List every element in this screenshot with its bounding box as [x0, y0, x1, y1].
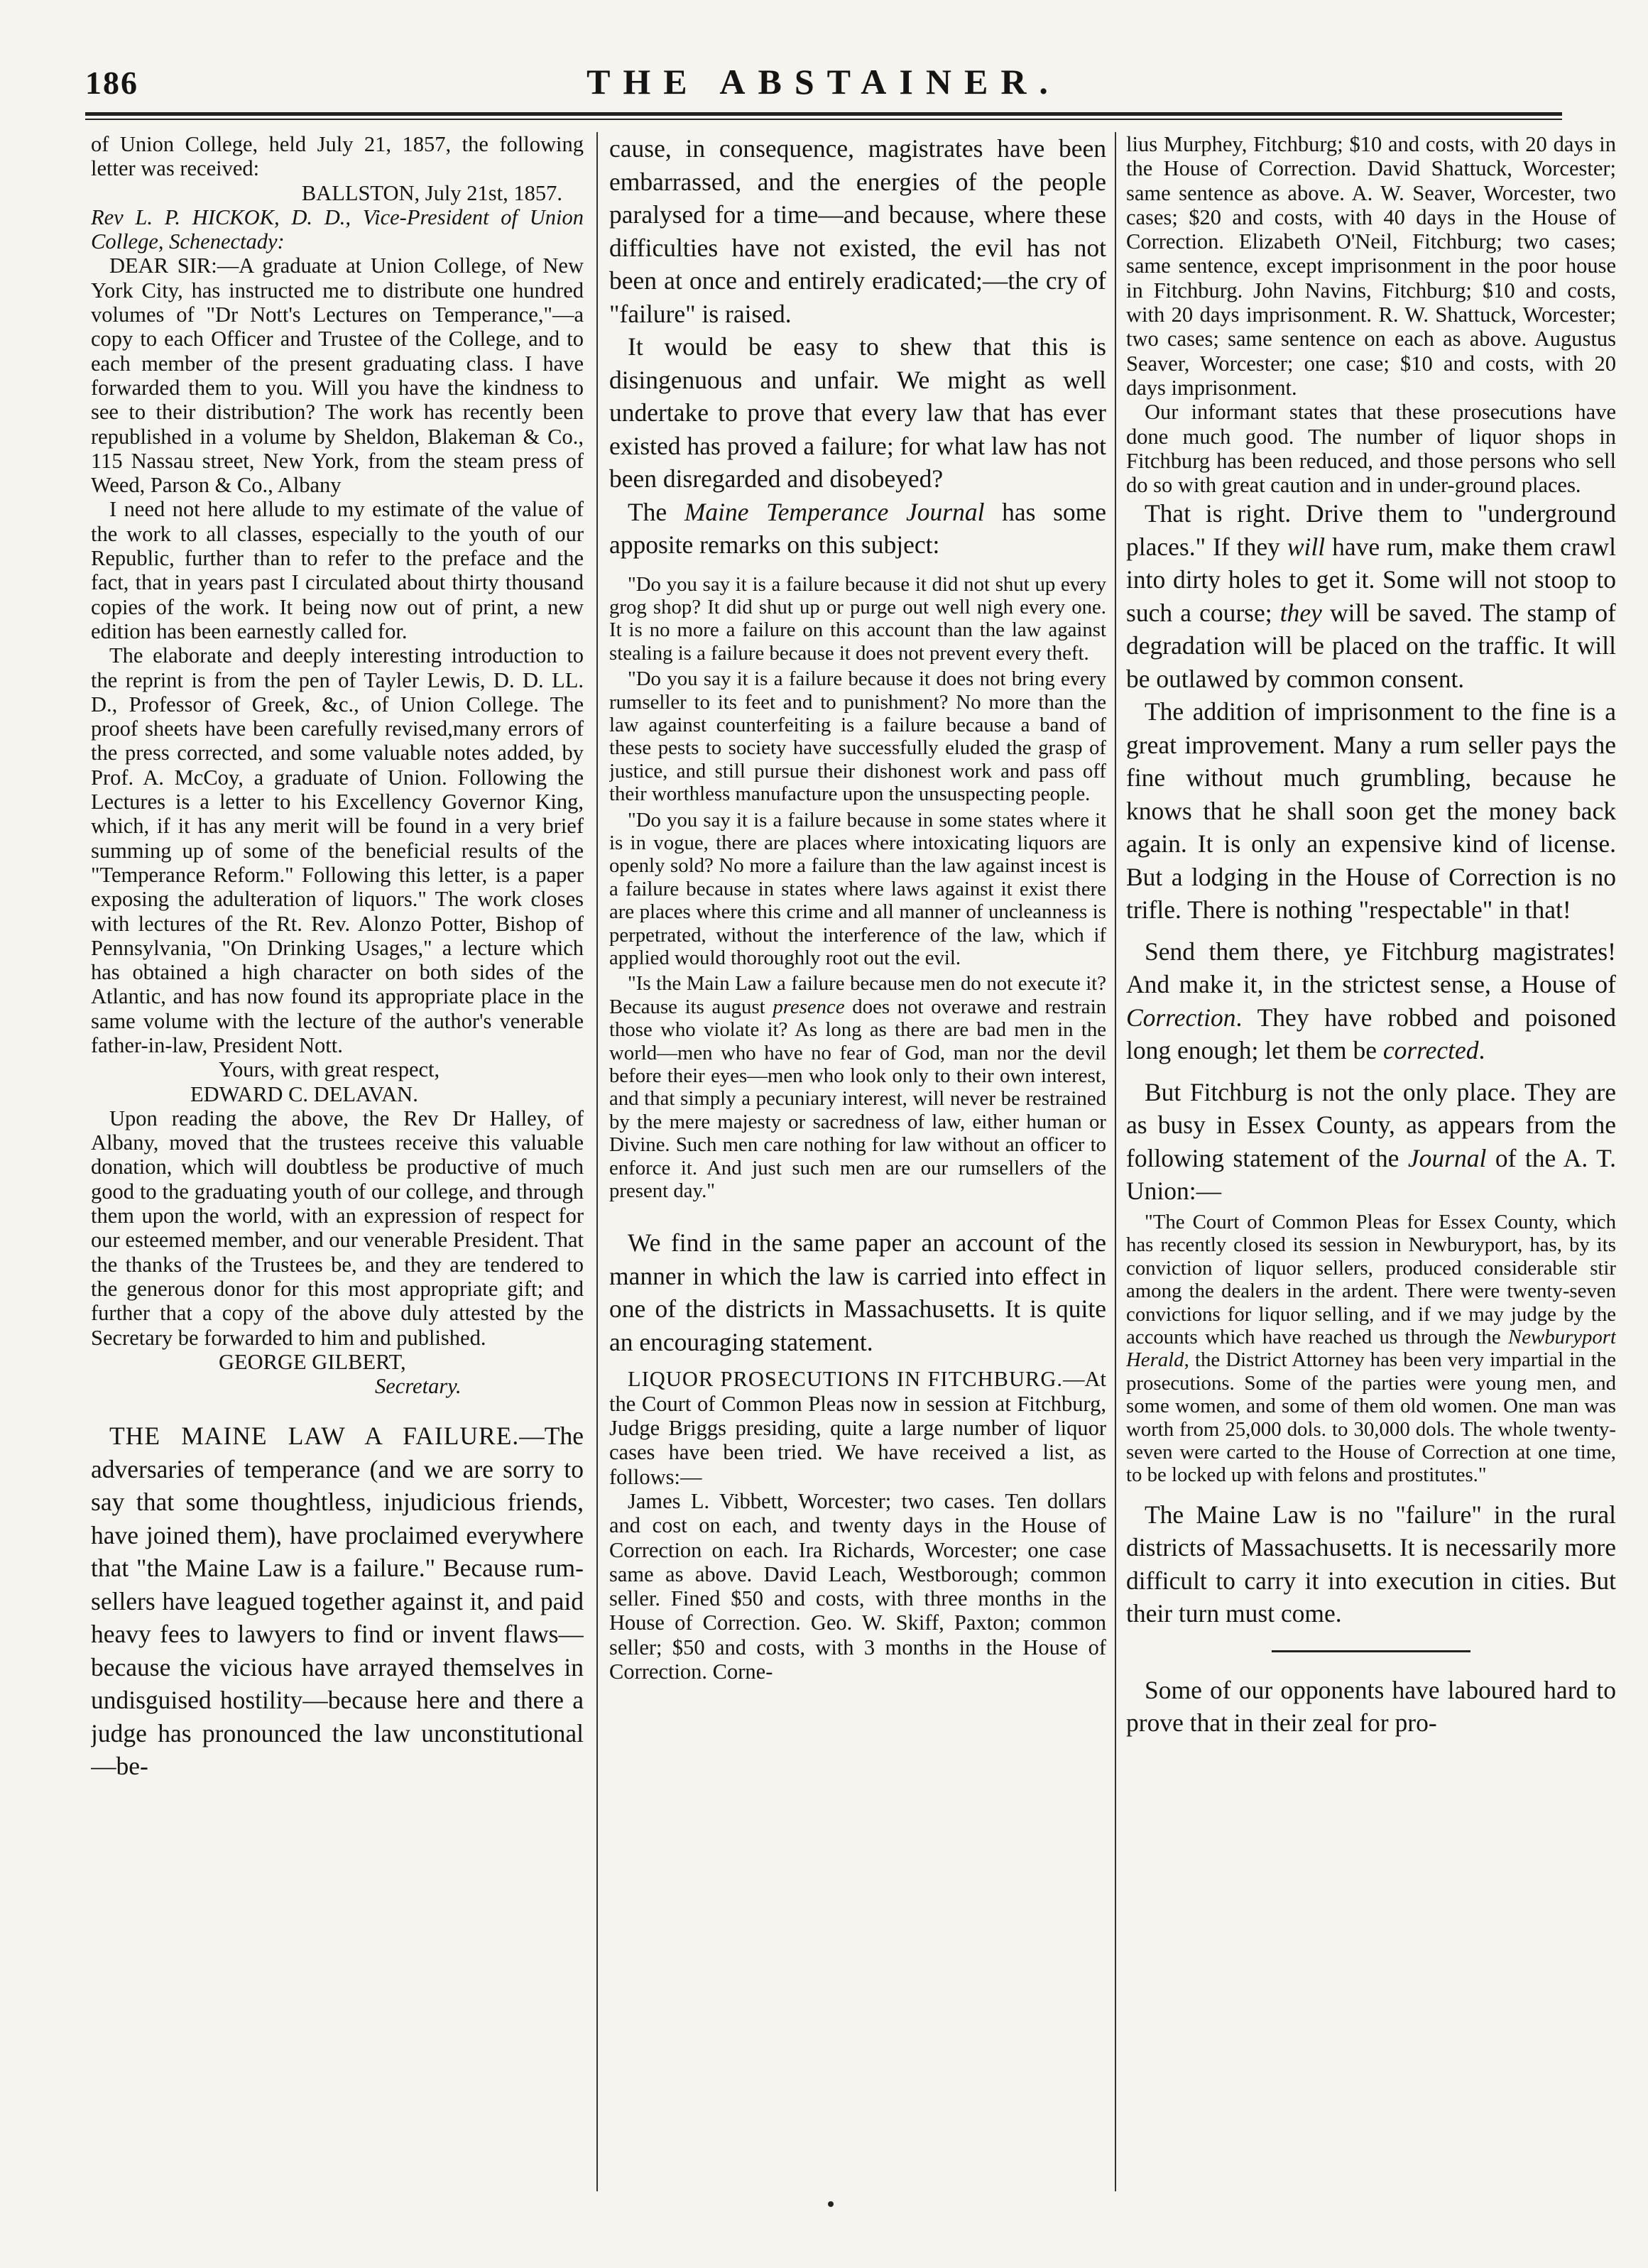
- quote-paragraph: "Do you say it is a failure because it did not shut up every grog shop? It did shut up or purge out well nigh every one. It is no more a failure on this account than the law against stealing is a failure because it does not prevent every theft.: [609, 572, 1106, 665]
- quote-paragraph: [1126, 1211, 1616, 1487]
- text-run: will be saved. The stamp of degradation will be placed on the traffic. It will be outlawed by common consent.: [1126, 598, 1616, 693]
- letter-addressee: Rev L. P. HICKOK, D. D., Vice-President of Union College, Schenectady:: [91, 205, 584, 254]
- journal-name: Journal: [1407, 1143, 1487, 1172]
- column-right: [1126, 132, 1616, 2169]
- article-paragraph: We find in the same paper an account of the manner in which the law is carried into effect in one of the districts in Massachusetts. It is quite an encouraging statement.: [609, 1228, 1106, 1356]
- letter-signature: EDWARD C. DELAVAN.: [190, 1081, 418, 1106]
- informant-paragraph: Our informant states that these prosecutions have done much good. The number of liquor shops in Fitchburg has been reduced, and those persons who sell do so with great caution and in under-ground places.: [1126, 400, 1616, 498]
- section-gap: [609, 1205, 1106, 1226]
- letter-paragraph: The elaborate and deeply interesting introduction to the reprint is from the pen of Tayler Lewis, D. D. LL. D., Professor of Greek, &c., of Union College. The proof sheets have been carefully revised,many errors of the press corrected, and some valuable notes added, by Prof. A. McCoy, a graduate of Union. Following the Lectures is a letter to his Excellency Governor King, which, if it has any merit will be found in a very brief summing up of some of the beneficial results of the "Temperance Reform." Following this letter, is a paper exposing the adulteration of liquors." The work closes with lectures of the Rt. Rev. Alonzo Potter, Bishop of Pennsylvania, "On Drinking Usages," a lecture which has obtained a high character on both sides of the Atlantic, and has now found its appropriate place in the same volume with the lecture of the author's venerable father-in-law, President Nott.: [91, 643, 584, 1057]
- text-run: That is right. Drive them to "underground places." If they: [1126, 499, 1616, 561]
- prosecutions-title: LIQUOR PROSECUTIONS IN FITCHBURG.: [628, 1367, 1063, 1392]
- quote-paragraph: [609, 972, 1106, 1202]
- quote-paragraph: "Do you say it is a failure because in some states where it is in vogue, there are places where intoxicating liquors are openly sold? No more a failure than the law against incest is a failure because in states where laws against it exist there are places where this crime and all manner of uncleanness is perpetrated, without the interference of the law, which if applied would thoroughly root out the evil.: [609, 808, 1106, 969]
- article-paragraph: It would be easy to shew that this is disingenuous and unfair. We might as well undertake to prove that every law that has ever existed has proved a failure; for what law has not been disregarded and disobeyed?: [609, 332, 1106, 493]
- letter-paragraph: I need not here allude to my estimate of the value of the work to all classes, especially to the youth of our Republic, further than to refer to the preface and the fact, that in years past I circulated about thirty thousand copies of the work. It being now out of print, a new edition has been earnestly called for.: [91, 497, 584, 643]
- column-rule-right: [1115, 132, 1116, 2191]
- article-title: THE MAINE LAW A FAILURE.: [109, 1422, 520, 1451]
- text-run: Send them there, ye Fitchburg magistrates! And make it, in the strictest sense, a House of: [1126, 937, 1616, 999]
- article-paragraph: [609, 496, 1106, 562]
- secretary-name: GEORGE GILBERT,: [219, 1349, 406, 1374]
- section-gap: [91, 1398, 584, 1419]
- article-paragraph: [1126, 1076, 1616, 1208]
- emphasis: Correction: [1126, 1003, 1236, 1032]
- text-run: . They have robbed and poisoned long enough; let them be: [1126, 1003, 1616, 1065]
- emphasis: corrected: [1382, 1036, 1479, 1065]
- prosecutions-list: James L. Vibbett, Worcester; two cases. Ten dollars and cost on each, and twenty days in the House of Correction on each. Ira Richards, Worcester; one case same as above. David Leach, Westborough; common seller. Fined $50 and costs, with three months in the House of Correction. Geo. W. Skiff, Paxton; common seller; $50 and costs, with 3 months in the House of Correction. Corne-: [609, 1488, 1106, 1684]
- resolution-paragraph: Upon reading the above, the Rev Dr Halley, of Albany, moved that the trustees receive this valuable donation, which will doubtless be productive of much good to the graduating youth of our college, and through them upon the world, with an expression of respect for our esteemed member, and our venerable President. That the thanks of the Trustees be, and they are tendered to the generous donor for this most appropriate gift; and further that a copy of the above duly attested by the Secretary be forwarded to him and published.: [91, 1106, 584, 1350]
- text-run: The: [628, 497, 684, 526]
- text-run: does not overawe and restrain those who violate it? As long as there are bad men in the world—men who have no fear of God, man nor the devil before their eyes—men who look only to their own interest, and that simply a pecuniary interest, will never be restrained by the mere majesty or sacredness of law, either human or Divine. Such men care nothing for law without an officer to enforce it. And just such men are our rumsellers of the present day.": [609, 995, 1106, 1203]
- letter-paragraph: DEAR SIR:—A graduate at Union College, of New York City, has instructed me to distribute one hundred volumes of "Dr Nott's Lectures on Temperance,"—a copy to each Officer and Trustee of the College, and to each member of the present graduating class. I have forwarded them to you. Will you have the kindness to see to their distribution? The work has recently been republished in a volume by Sheldon, Blakeman & Co., 115 Nassau street, New York, from the steam press of Weed, Parson & Co., Albany: [91, 253, 584, 498]
- section-divider: [1272, 1650, 1470, 1652]
- text-run: , the District Attorney has been very impartial in the prosecutions. Some of the parties were young men, and some women, and some of them old women. One man was worth from 25,000 dols. to 30,000 dols. The whole twenty-seven were carted to the House of Correction at one time, to be locked up with felons and prostitutes.": [1126, 1348, 1616, 1487]
- article-paragraph: The Maine Law is no "failure" in the rural districts of Massachusetts. It is necessarily more difficult to carry it into execution in cities. But their turn must come.: [1126, 1500, 1616, 1628]
- prosecutions-paragraph: [609, 1367, 1106, 1488]
- section-gap: [1126, 1067, 1616, 1076]
- article-body: —The adversaries of temperance (and we are sorry to say that some thoughtless, injudicious friends, have joined them), have proclaimed everywhere that "the Maine Law is a failure." Because rum-sellers have leagued together against it, and paid heavy fees to lawyers to find or invent flaws—because the vicious have arrayed themselves in undisguised hostility—because here and there a judge has pronounced the law unconstitutional—be-: [91, 1422, 584, 1781]
- article-paragraph: [1126, 935, 1616, 1067]
- quote-paragraph: "Do you say it is a failure because it does not bring every rumseller to its feet and to punishment? No more than the law against counterfeiting is a failure because a band of these pests to society have successfully eluded the grasp of justice, and still pursue their dishonest work and pass off their worthless manufacture upon the unsuspecting people.: [609, 667, 1106, 806]
- quote-gap: [609, 562, 1106, 570]
- article-paragraph: [1126, 497, 1616, 695]
- section-gap: [1126, 1490, 1616, 1498]
- emphasis: they: [1279, 598, 1322, 627]
- text-run: "The Court of Common Pleas for Essex County, which has recently closed its session in Newburyport, has, by its conviction of liquor sellers, produced considerable stir among the dealers in the ardent. There were twenty-seven convictions for liquor selling, and if we may judge by the accounts which have reached us through the: [1126, 1210, 1616, 1348]
- letter-closing: Yours, with great respect,: [219, 1057, 440, 1082]
- prosecutions-list-continued: lius Murphey, Fitchburg; $10 and costs, with 20 days in the House of Correction. David Shattuck, Worcester; same sentence as above. A. W. Seaver, Worcester, two cases; $20 and costs, with 40 days in the House of Correction. Elizabeth O'Neil, Fitchburg; two cases; same sentence, except imprisonment in the poor house in Fitchburg. John Navins, Fitchburg; $10 and costs, with 20 days imprisonment. R. W. Shattuck, Worcester; two cases; same sentence on each as above. Augustus Seaver, Worcester; one case; $10 and costs, with 20 days imprisonment.: [1126, 132, 1616, 400]
- article-continuation: cause, in consequence, magistrates have been embarrassed, and the energies of the people paralysed for a time—and because, where these difficulties have not existed, the evil has not been at once and entirely eradicated;—the cry of "failure" is raised.: [609, 134, 1106, 328]
- page-number: 186: [85, 65, 138, 101]
- article-paragraph: The addition of imprisonment to the fine is a great improvement. Many a rum seller pays the fine without much grumbling, because he knows that he shall soon get the money back again. It is only an expensive kind of license. But a lodging in the House of Correction is no trifle. There is nothing "respectable" in that!: [1126, 697, 1616, 925]
- section-gap: [609, 1358, 1106, 1367]
- emphasis: presence: [773, 995, 845, 1018]
- column-rule-left: [596, 132, 598, 2191]
- text-run: have rum, make them crawl into dirty holes to get it. Some will not stoop to such a course;: [1126, 532, 1616, 627]
- column-left: [91, 132, 584, 2169]
- text-run: of the A. T. Union:—: [1126, 1143, 1616, 1206]
- text-run: "Is the Main Law a failure because men do not execute it? Because its august: [609, 972, 1106, 1018]
- letter-dateline: BALLSTON, July 21st, 1857.: [301, 180, 562, 205]
- emphasis: will: [1287, 532, 1326, 561]
- masthead-title: THE ABSTAINER.: [586, 62, 1061, 102]
- column-middle: [609, 132, 1106, 2169]
- header-rule: [85, 112, 1562, 120]
- letter-intro: of Union College, held July 21, 1857, the following letter was received:: [91, 132, 584, 181]
- text-run: .: [1478, 1036, 1485, 1065]
- article-paragraph: [91, 1419, 584, 1783]
- newspaper-name: Newburyport Herald: [1126, 1325, 1616, 1372]
- page-header: [85, 61, 1562, 118]
- secretary-title: Secretary.: [375, 1374, 462, 1399]
- text-run: has some apposite remarks on this subject:: [609, 497, 1106, 559]
- page-ornament: [828, 2201, 834, 2207]
- text-run: But Fitchburg is not the only place. They are as busy in Essex County, as appears from the following statement of the: [1126, 1077, 1616, 1172]
- section-gap: [1126, 927, 1616, 935]
- journal-name: Maine Temperance Journal: [684, 497, 985, 526]
- article-paragraph: Some of our opponents have laboured hard to prove that in their zeal for pro-: [1126, 1675, 1616, 1738]
- text-run: —At the Court of Common Pleas now in session at Fitchburg, Judge Briggs presiding, quite a large number of liquor cases have been tried. We have received a list, as follows:—: [609, 1367, 1106, 1489]
